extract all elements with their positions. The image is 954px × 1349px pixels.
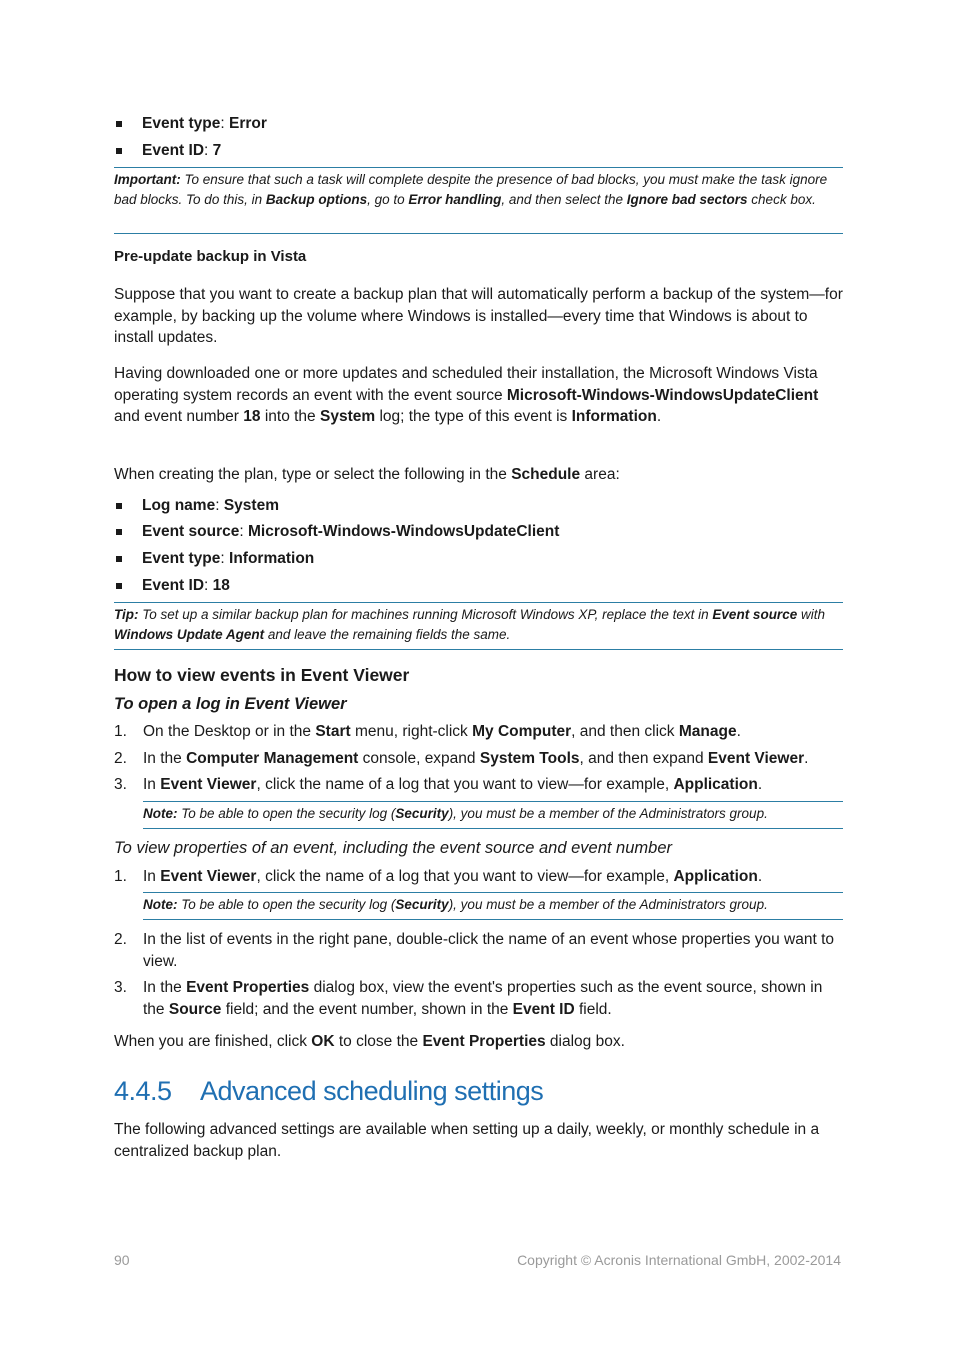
copyright: Copyright © Acronis International GmbH, 2002-2014 (517, 1252, 841, 1268)
bullet-square-icon (116, 148, 122, 154)
bullet-square-icon (116, 121, 122, 127)
paragraph: The following advanced settings are available when setting up a daily, weekly, or monthly schedule in a centralized backup plan. (114, 1121, 820, 1160)
important-note: Important: To ensure that such a task will complete despite the presence of bad blocks, you must make the task ignore bad blocks. To do this, in Backup options, go to Error handling, and then select the Ignore bad sectors check box. (114, 167, 843, 234)
bullet-square-icon (116, 503, 122, 509)
section-title-advanced (114, 1076, 543, 1107)
note: Note: To be able to open the security log (Security), you must be a member of the Administrators group. (143, 801, 843, 829)
bullet-label: Event type (142, 115, 221, 132)
procedure-heading: To open a log in Event Viewer (114, 695, 347, 713)
bullet-square-icon (116, 529, 122, 535)
paragraph: Suppose that you want to create a backup plan that will automatically perform a backup of the system—for example, by backing up the volume where Windows is installed—every time that Windows is about to install updates. (114, 286, 843, 347)
page-number: 90 (114, 1252, 130, 1268)
bullet-label: Event ID (142, 142, 205, 159)
paragraph: Having downloaded one or more updates and scheduled their installation, the Microsoft Windows Vista operating system records an event with the event source Microsoft-Windows-WindowsUpdateClient and event number 18 into the System log; the type of this event is Information. (114, 365, 819, 426)
section-title: Advanced scheduling settings (200, 1076, 544, 1106)
paragraph: When you are finished, click OK to close the Event Properties dialog box. (114, 1033, 625, 1050)
section-number: 4.4.5 (114, 1076, 172, 1106)
paragraph: When creating the plan, type or select the following in the Schedule area: (114, 466, 620, 483)
procedure-heading: To view properties of an event, including the event source and event number (114, 839, 672, 857)
bullet-value: 7 (212, 142, 222, 159)
bullet-square-icon (116, 556, 122, 562)
section-heading-vista: Pre-update backup in Vista (114, 248, 307, 265)
section-heading-viewer: How to view events in Event Viewer (114, 665, 410, 685)
bullet-value: Error (229, 115, 267, 132)
note: Note: To be able to open the security log (Security), you must be a member of the Administrators group. (143, 892, 843, 920)
tip-note: Tip: To set up a similar backup plan for machines running Microsoft Windows XP, replace the text in Event source with Windows Update Agent and leave the remaining fields the same. (114, 602, 843, 650)
bullet-square-icon (116, 583, 122, 589)
